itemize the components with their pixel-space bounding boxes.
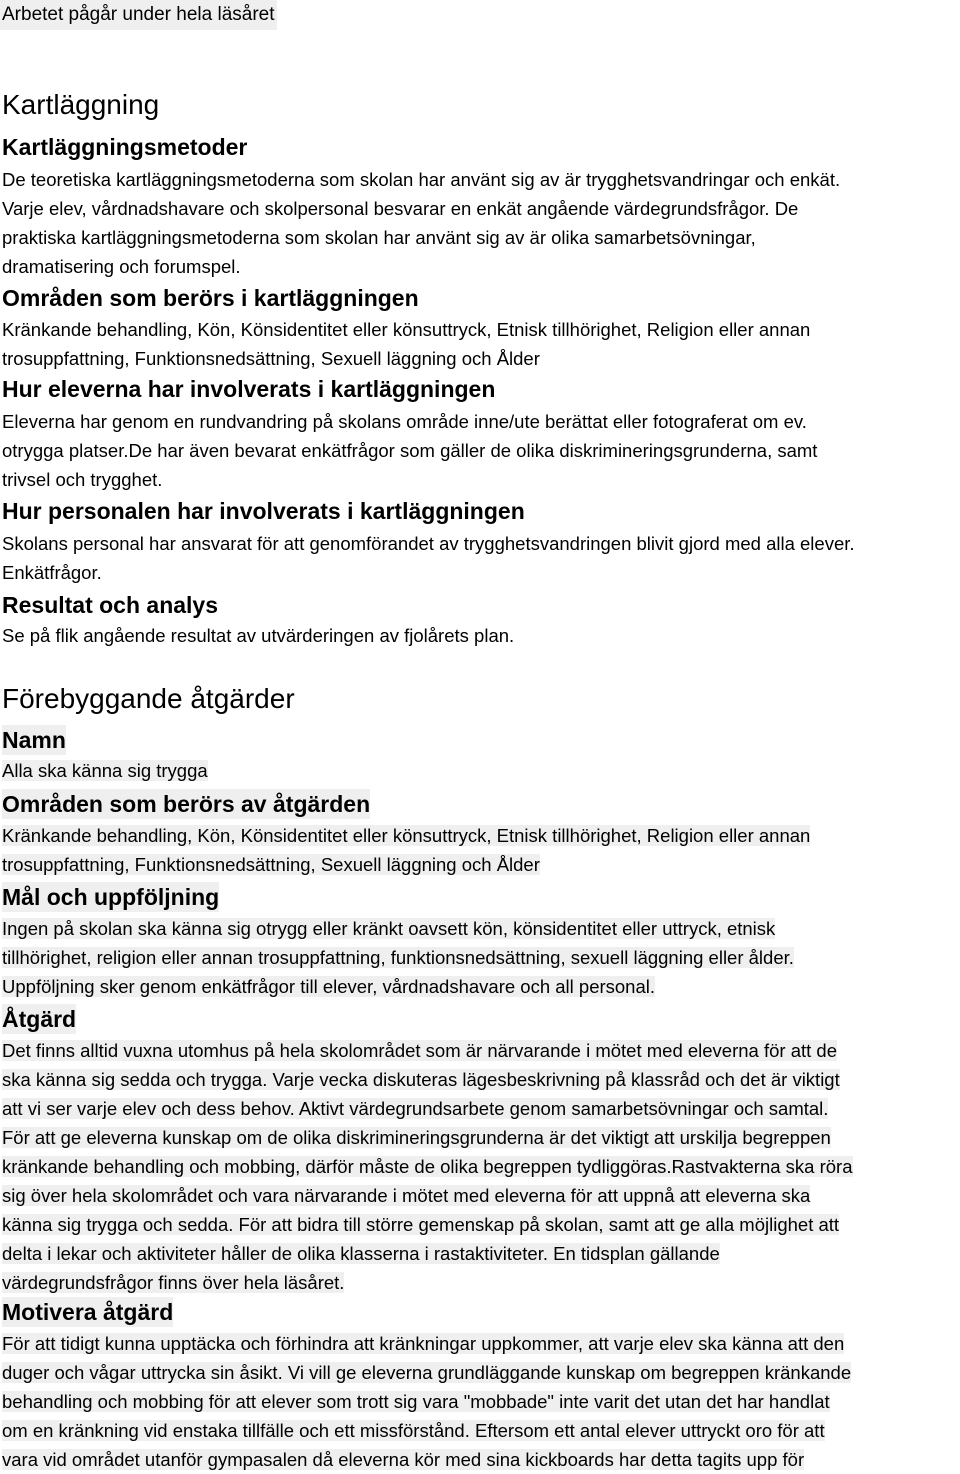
mal-line: Uppföljning sker genom enkätfrågor till elever, vårdnadshavare och all personal.	[2, 976, 656, 997]
elever-line: Eleverna har genom en rundvandring på skolans område inne/ute berättat eller fotograferat om ev.	[2, 411, 807, 432]
metoder-line: dramatisering och forumspel.	[2, 256, 241, 277]
mal-heading: Mål och uppföljning	[2, 884, 220, 910]
resultat-block	[2, 590, 958, 650]
resultat-heading: Resultat och analys	[2, 592, 219, 618]
atg-omraden-line: trosuppfattning, Funktionsnedsättning, Sexuell läggning och Ålder	[2, 854, 540, 875]
personal-line: Enkätfrågor.	[2, 562, 102, 583]
elever-text	[2, 407, 958, 494]
motivera-text	[2, 1329, 958, 1474]
personal-heading: Hur personalen har involverats i kartläggningen	[2, 498, 525, 524]
atg-omraden-text	[2, 821, 958, 879]
atg-omraden-line: Kränkande behandling, Kön, Könsidentitet eller könsuttryck, Etnisk tillhörighet, Religion eller annan	[2, 825, 811, 846]
motivera-block	[2, 1297, 958, 1474]
omraden-line: Kränkande behandling, Kön, Könsidentitet eller könsuttryck, Etnisk tillhörighet, Religion eller annan	[2, 319, 811, 340]
metoder-line: Varje elev, vårdnadshavare och skolpersonal besvarar en enkät angående värdegrundsfrågor. De	[2, 198, 799, 219]
atg-omraden-block	[2, 789, 958, 879]
atg-omraden-heading: Områden som berörs av åtgärden	[2, 791, 371, 817]
atgard-line: Det finns alltid vuxna utomhus på hela skolområdet som är närvarande i mötet med eleverna för att de	[2, 1040, 837, 1061]
namn-heading: Namn	[2, 727, 66, 753]
metoder-text	[2, 165, 958, 281]
personal-text	[2, 529, 958, 587]
atgard-line: att vi ser varje elev och dess behov. Aktivt värdegrundsarbete genom samarbetsövningar och samtal.	[2, 1098, 829, 1119]
namn-value-line	[2, 756, 958, 785]
atgard-block	[2, 1004, 958, 1297]
atgard-line: delta i lekar och aktiviteter håller de olika klasserna i rastaktiviteter. En tidsplan gällande	[2, 1243, 720, 1264]
atgard-heading: Åtgärd	[2, 1006, 77, 1032]
mal-line: tillhörighet, religion eller annan trosuppfattning, funktionsnedsättning, sexuell läggning eller ålder.	[2, 947, 794, 968]
resultat-text	[2, 621, 958, 650]
atgard-line: För att ge eleverna kunskap om de olika diskrimineringsgrunderna är det viktigt att urskilja begreppen	[2, 1127, 831, 1148]
kartlaggning-section	[2, 88, 958, 122]
motivera-heading: Motivera åtgärd	[2, 1299, 174, 1325]
motivera-line: duger och vågar uttrycka sin åsikt. Vi vill ge eleverna grundläggande kunskap om begreppen kränkande	[2, 1362, 852, 1383]
forebyggande-section	[2, 682, 958, 716]
kartlaggning-title: Kartläggning	[2, 89, 160, 120]
metoder-line: De teoretiska kartläggningsmetoderna som skolan har använt sig av är trygghetsvandringar och enkät.	[2, 169, 841, 190]
atgard-line: kränkande behandling och mobbing, därför måste de olika begreppen tydliggöras.Rastvakterna ska röra	[2, 1156, 853, 1177]
atgard-line: värdegrundsfrågor finns över hela läsåret.	[2, 1272, 345, 1293]
omraden-heading: Områden som berörs i kartläggningen	[2, 285, 419, 311]
mal-block	[2, 882, 958, 1001]
metoder-line: praktiska kartläggningsmetoderna som skolan har använt sig av är olika samarbetsövningar,	[2, 227, 756, 248]
motivera-line: För att tidigt kunna upptäcka och förhindra att kränkningar uppkommer, att varje elev ska känna att den	[2, 1333, 845, 1354]
omraden-text	[2, 315, 958, 373]
omraden-line: trosuppfattning, Funktionsnedsättning, Sexuell läggning och Ålder	[2, 348, 540, 369]
metoder-heading: Kartläggningsmetoder	[2, 134, 248, 160]
omraden-block	[2, 283, 958, 373]
motivera-line: behandling och mobbing för att elever som trott sig vara "mobbade" inte varit det utan det har handlat	[2, 1391, 830, 1412]
motivera-line: om en kränkning vid enstaka tillfälle och ett missförstånd. Eftersom ett antal elever uttryckt oro för att	[2, 1420, 825, 1441]
elever-line: trivsel och trygghet.	[2, 469, 163, 490]
namn-value: Alla ska känna sig trygga	[2, 760, 208, 781]
atgard-text	[2, 1036, 958, 1297]
top-banner: Arbetet pågår under hela läsåret	[0, 0, 277, 30]
motivera-line: vara vid området utanför gympasalen då eleverna kör med sina kickboards har detta tagits upp för	[2, 1449, 805, 1470]
mal-line: Ingen på skolan ska känna sig otrygg eller kränkt oavsett kön, könsidentitet eller uttryck, etnisk	[2, 918, 776, 939]
personal-line: Skolans personal har ansvarat för att genomförandet av trygghetsvandringen blivit gjord med alla elever.	[2, 533, 855, 554]
elever-heading: Hur eleverna har involverats i kartläggningen	[2, 376, 496, 402]
atgard-line: känna sig trygga och sedda. För att bidra till större gemenskap på skolan, samt att ge alla möjlighet att	[2, 1214, 840, 1235]
elever-block	[2, 374, 958, 494]
resultat-line: Se på flik angående resultat av utvärderingen av fjolårets plan.	[2, 625, 515, 646]
forebyggande-title: Förebyggande åtgärder	[2, 683, 295, 714]
elever-line: otrygga platser.De har även bevarat enkätfrågor som gäller de olika diskrimineringsgrunderna, samt	[2, 440, 818, 461]
atgard-line: sig över hela skolområdet och vara närvarande i mötet med eleverna för att uppnå att eleverna ska	[2, 1185, 811, 1206]
namn-block	[2, 725, 958, 785]
mal-text	[2, 914, 958, 1001]
personal-block	[2, 496, 958, 587]
metoder-block	[2, 132, 958, 281]
atgard-line: ska känna sig sedda och trygga. Varje vecka diskuteras lägesbeskrivning på klassråd och det är viktigt	[2, 1069, 840, 1090]
